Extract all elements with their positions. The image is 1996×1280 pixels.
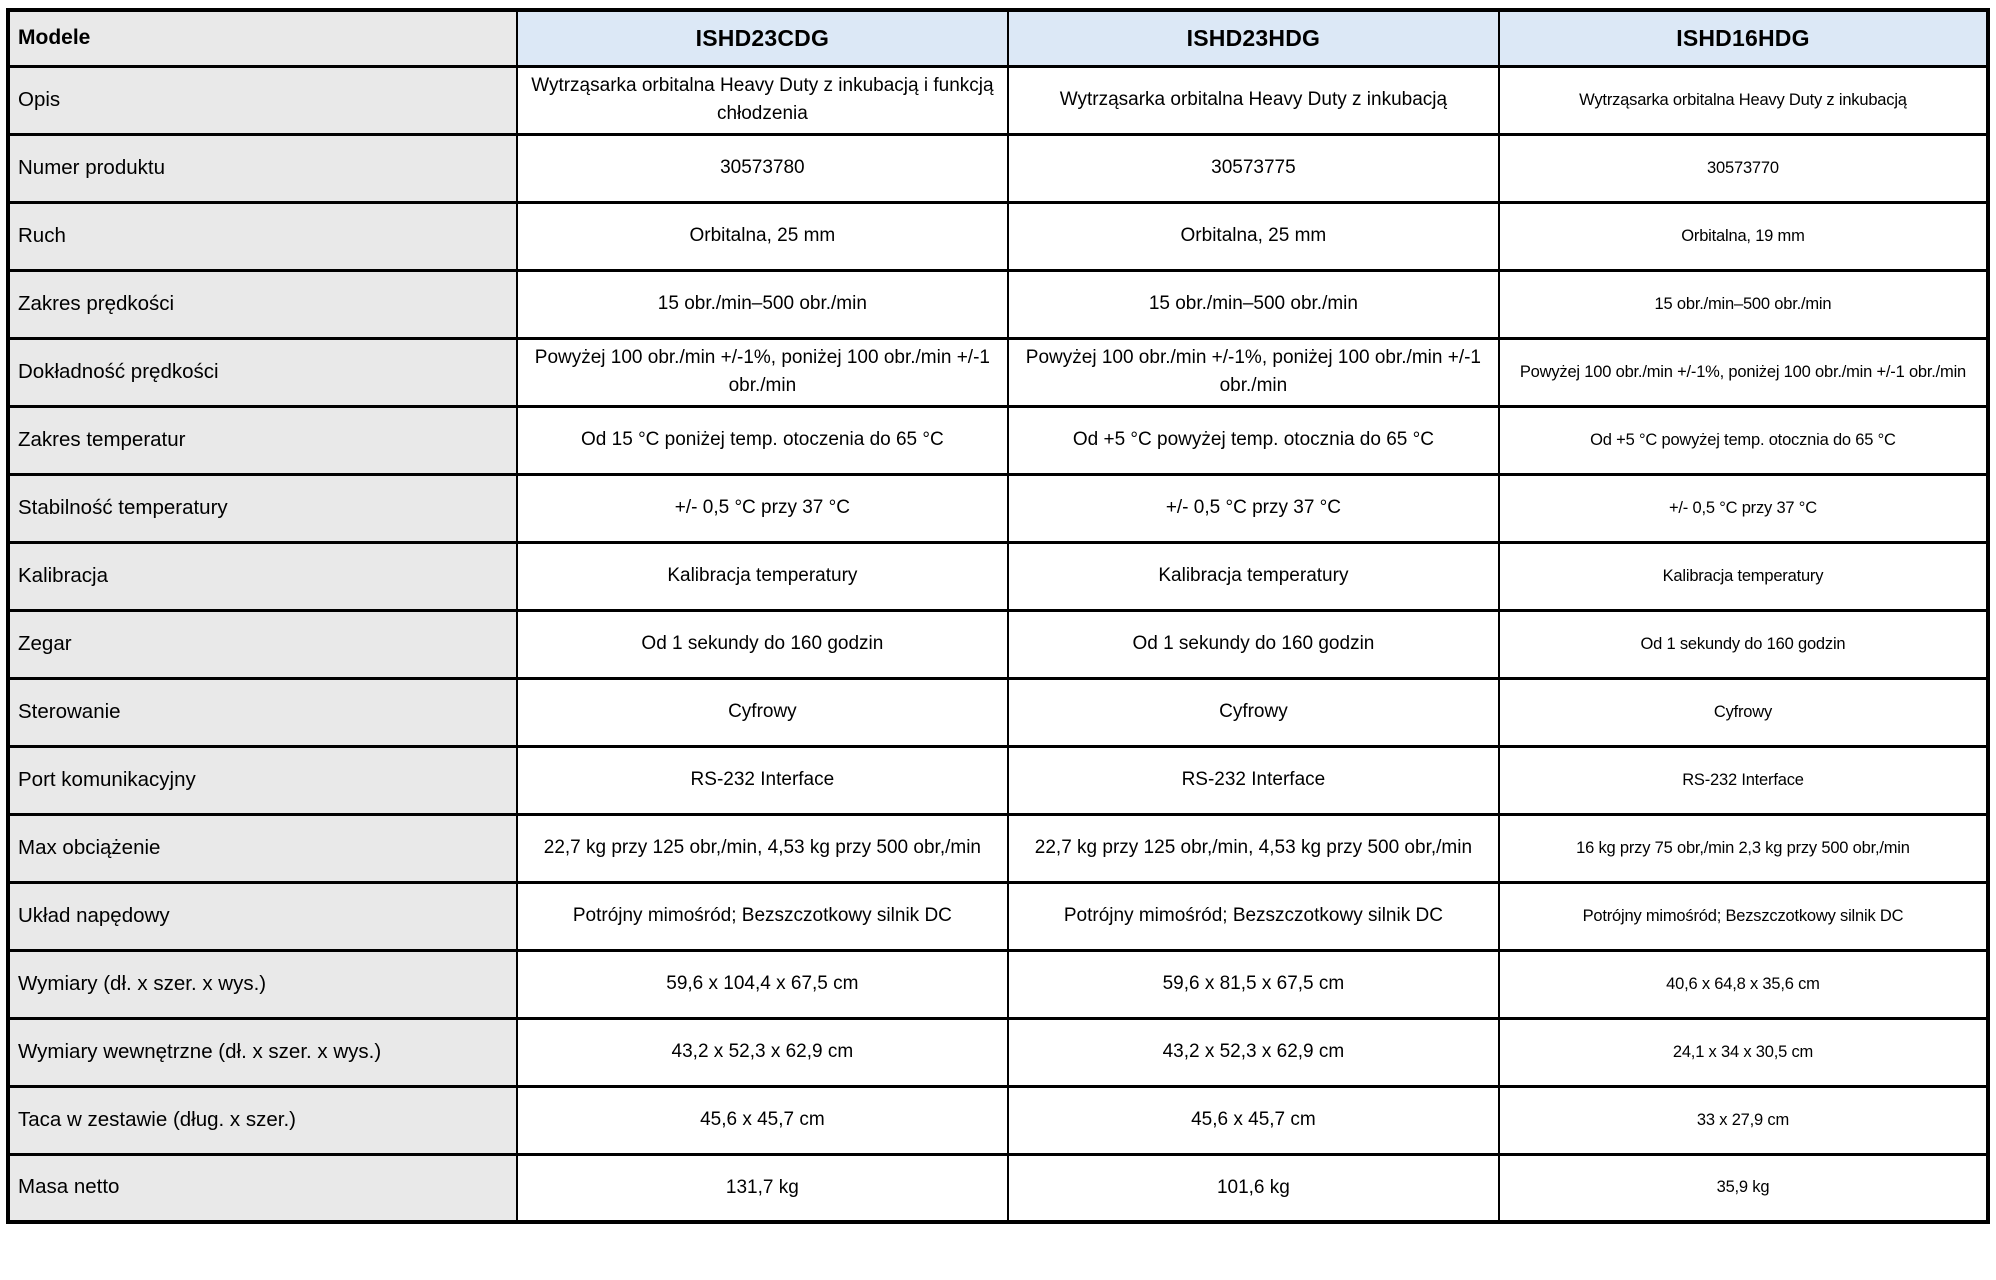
product-spec-table bbox=[6, 8, 1990, 1224]
spec-value-cell: RS-232 Interface bbox=[1499, 746, 1988, 814]
table-row bbox=[8, 270, 1988, 338]
spec-value-cell: Orbitalna, 25 mm bbox=[1008, 202, 1499, 270]
row-label: Max obciążenie bbox=[8, 814, 517, 882]
spec-value-cell: Potrójny mimośród; Bezszczotkowy silnik DC bbox=[1008, 882, 1499, 950]
table-row bbox=[8, 814, 1988, 882]
row-label: Wymiary wewnętrzne (dł. x szer. x wys.) bbox=[8, 1018, 517, 1086]
spec-value-cell: Potrójny mimośród; Bezszczotkowy silnik DC bbox=[1499, 882, 1988, 950]
spec-value-cell: 43,2 x 52,3 x 62,9 cm bbox=[517, 1018, 1008, 1086]
spec-value-cell: 131,7 kg bbox=[517, 1154, 1008, 1222]
table-row bbox=[8, 406, 1988, 474]
row-label: Masa netto bbox=[8, 1154, 517, 1222]
row-label: Opis bbox=[8, 66, 517, 134]
model-header-ishd16hdg: ISHD16HDG bbox=[1499, 10, 1988, 66]
spec-value-cell: 15 obr./min–500 obr./min bbox=[1008, 270, 1499, 338]
spec-value-cell: 15 obr./min–500 obr./min bbox=[517, 270, 1008, 338]
table-row bbox=[8, 882, 1988, 950]
spec-value-cell: RS-232 Interface bbox=[517, 746, 1008, 814]
spec-value-cell: Powyżej 100 obr./min +/-1%, poniżej 100 obr./min +/-1 obr./min bbox=[517, 338, 1008, 406]
row-label: Zakres temperatur bbox=[8, 406, 517, 474]
table-row bbox=[8, 950, 1988, 1018]
header-row bbox=[8, 10, 1988, 66]
table-row bbox=[8, 202, 1988, 270]
table-row bbox=[8, 134, 1988, 202]
spec-value-cell: 33 x 27,9 cm bbox=[1499, 1086, 1988, 1154]
spec-value-cell: 22,7 kg przy 125 obr,/min, 4,53 kg przy 500 obr,/min bbox=[517, 814, 1008, 882]
spec-value-cell: 45,6 x 45,7 cm bbox=[1008, 1086, 1499, 1154]
spec-value-cell: Kalibracja temperatury bbox=[1499, 542, 1988, 610]
spec-value-cell: 59,6 x 81,5 x 67,5 cm bbox=[1008, 950, 1499, 1018]
table-row bbox=[8, 1086, 1988, 1154]
spec-value-cell: RS-232 Interface bbox=[1008, 746, 1499, 814]
spec-value-cell: +/- 0,5 °C przy 37 °C bbox=[1008, 474, 1499, 542]
table-row bbox=[8, 1154, 1988, 1222]
row-label: Ruch bbox=[8, 202, 517, 270]
spec-value-cell: 30573770 bbox=[1499, 134, 1988, 202]
row-label: Port komunikacyjny bbox=[8, 746, 517, 814]
spec-value-cell: Od 1 sekundy do 160 godzin bbox=[1008, 610, 1499, 678]
row-label: Kalibracja bbox=[8, 542, 517, 610]
table-row bbox=[8, 678, 1988, 746]
row-label: Wymiary (dł. x szer. x wys.) bbox=[8, 950, 517, 1018]
model-header-ishd23hdg: ISHD23HDG bbox=[1008, 10, 1499, 66]
spec-value-cell: Potrójny mimośród; Bezszczotkowy silnik DC bbox=[517, 882, 1008, 950]
spec-value-cell: 30573780 bbox=[517, 134, 1008, 202]
spec-value-cell: Cyfrowy bbox=[517, 678, 1008, 746]
row-label: Zegar bbox=[8, 610, 517, 678]
row-label: Dokładność prędkości bbox=[8, 338, 517, 406]
spec-value-cell: Od 1 sekundy do 160 godzin bbox=[1499, 610, 1988, 678]
table-row bbox=[8, 338, 1988, 406]
table-row bbox=[8, 542, 1988, 610]
spec-value-cell: Powyżej 100 obr./min +/-1%, poniżej 100 obr./min +/-1 obr./min bbox=[1499, 338, 1988, 406]
spec-value-cell: Cyfrowy bbox=[1008, 678, 1499, 746]
spec-value-cell: Kalibracja temperatury bbox=[517, 542, 1008, 610]
table-row bbox=[8, 474, 1988, 542]
spec-value-cell: 43,2 x 52,3 x 62,9 cm bbox=[1008, 1018, 1499, 1086]
spec-value-cell: Od 15 °C poniżej temp. otoczenia do 65 °C bbox=[517, 406, 1008, 474]
row-label: Taca w zestawie (dług. x szer.) bbox=[8, 1086, 517, 1154]
spec-value-cell: 101,6 kg bbox=[1008, 1154, 1499, 1222]
spec-value-cell: +/- 0,5 °C przy 37 °C bbox=[1499, 474, 1988, 542]
spec-value-cell: 22,7 kg przy 125 obr,/min, 4,53 kg przy 500 obr,/min bbox=[1008, 814, 1499, 882]
spec-value-cell: Cyfrowy bbox=[1499, 678, 1988, 746]
table-row bbox=[8, 610, 1988, 678]
row-label: Stabilność temperatury bbox=[8, 474, 517, 542]
spec-value-cell: Kalibracja temperatury bbox=[1008, 542, 1499, 610]
spec-value-cell: 59,6 x 104,4 x 67,5 cm bbox=[517, 950, 1008, 1018]
spec-value-cell: 40,6 x 64,8 x 35,6 cm bbox=[1499, 950, 1988, 1018]
spec-value-cell: 30573775 bbox=[1008, 134, 1499, 202]
spec-value-cell: Powyżej 100 obr./min +/-1%, poniżej 100 obr./min +/-1 obr./min bbox=[1008, 338, 1499, 406]
spec-rows bbox=[8, 66, 1988, 1222]
row-label: Numer produktu bbox=[8, 134, 517, 202]
table-row bbox=[8, 66, 1988, 134]
spec-value-cell: Od +5 °C powyżej temp. otocznia do 65 °C bbox=[1499, 406, 1988, 474]
spec-value-cell: +/- 0,5 °C przy 37 °C bbox=[517, 474, 1008, 542]
row-label: Układ napędowy bbox=[8, 882, 517, 950]
spec-value-cell: Od +5 °C powyżej temp. otocznia do 65 °C bbox=[1008, 406, 1499, 474]
spec-value-cell: Wytrząsarka orbitalna Heavy Duty z inkubacją bbox=[1008, 66, 1499, 134]
table-row bbox=[8, 1018, 1988, 1086]
row-label: Zakres prędkości bbox=[8, 270, 517, 338]
spec-value-cell: Orbitalna, 19 mm bbox=[1499, 202, 1988, 270]
models-row-label: Modele bbox=[8, 10, 517, 66]
row-label: Sterowanie bbox=[8, 678, 517, 746]
model-header-ishd23cdg: ISHD23CDG bbox=[517, 10, 1008, 66]
spec-value-cell: 24,1 x 34 x 30,5 cm bbox=[1499, 1018, 1988, 1086]
spec-value-cell: Od 1 sekundy do 160 godzin bbox=[517, 610, 1008, 678]
spec-value-cell: Orbitalna, 25 mm bbox=[517, 202, 1008, 270]
spec-value-cell: Wytrząsarka orbitalna Heavy Duty z inkubacją bbox=[1499, 66, 1988, 134]
table-row bbox=[8, 746, 1988, 814]
spec-value-cell: 15 obr./min–500 obr./min bbox=[1499, 270, 1988, 338]
spec-value-cell: 35,9 kg bbox=[1499, 1154, 1988, 1222]
spec-value-cell: 16 kg przy 75 obr,/min 2,3 kg przy 500 obr,/min bbox=[1499, 814, 1988, 882]
spec-value-cell: Wytrząsarka orbitalna Heavy Duty z inkubacją i funkcją chłodzenia bbox=[517, 66, 1008, 134]
spec-value-cell: 45,6 x 45,7 cm bbox=[517, 1086, 1008, 1154]
